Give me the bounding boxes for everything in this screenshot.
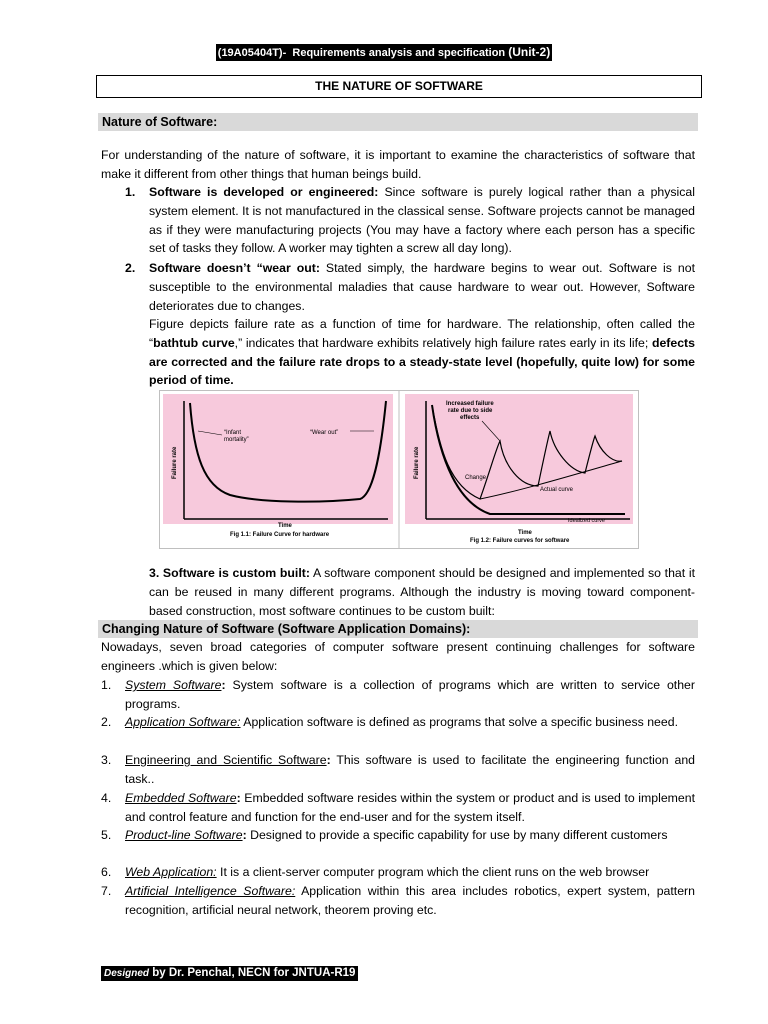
label-increased-l1: Increased failure — [446, 401, 494, 407]
item-wear-out — [149, 259, 695, 315]
item-text: A software component should be designed and implemented so that it can be reused in many different programs. Although the industry is moving toward component-based construction, most software continues to be custom built: — [149, 566, 695, 618]
item-body — [125, 789, 695, 827]
domain-text: This software is used to facilitate the engineering function and task.. — [125, 753, 695, 786]
left-x-label: Time — [278, 523, 292, 529]
domain-text: System software is a collection of programs which are written to service other programs. — [125, 678, 695, 711]
left-caption: Fig 1.1: Failure Curve for hardware — [230, 532, 330, 538]
item-body — [125, 882, 695, 920]
item-number: 5. — [101, 828, 112, 842]
label-change: Change — [465, 475, 487, 481]
item-number: 3. — [101, 753, 112, 767]
item-number: 1. — [125, 185, 136, 199]
page-title: THE NATURE OF SOFTWARE — [96, 75, 702, 98]
item-number: 4. — [101, 791, 112, 805]
term-sep: : — [326, 753, 331, 767]
term-sep: : — [236, 791, 241, 805]
header-highlight — [216, 44, 552, 61]
item-custom-built — [149, 564, 695, 620]
item-body — [125, 713, 695, 732]
right-caption: Fig 1.2: Failure curves for software — [470, 538, 570, 544]
item-number: 2. — [125, 261, 136, 275]
left-y-label: Failure rate — [172, 446, 178, 479]
item-text: Stated simply, the hardware begins to wear out. Software is not susceptible to the environmental maladies that cause hardware to wear out. However, Software deteriorates due to changes. — [149, 261, 696, 313]
item-text: Since software is purely logical rather than a physical system element. It is not manufactured in the classical sense. Software projects cannot be managed as if they were manufacturing projects (You may have a factory where each person has a specific set of tasks they follow. A worker may tighten a screw all day long). — [149, 185, 695, 256]
failure-curves-svg — [160, 391, 638, 548]
item-lead: 3. Software is custom built: — [149, 566, 310, 580]
label-increased-l2: rate due to side — [448, 408, 493, 414]
term-sep: : — [221, 678, 226, 692]
unit-label: (Unit-2) — [508, 45, 551, 59]
term-sep: : — [242, 828, 247, 842]
footer-credit: by Dr. Penchal, NECN for JNTUA-R19 — [149, 967, 356, 979]
label-increased-l3: effects — [460, 415, 480, 421]
right-panel-bg — [405, 394, 633, 524]
item-body — [125, 863, 695, 882]
domain-term: Application Software: — [125, 715, 241, 729]
item-body — [125, 676, 695, 714]
label-idealized-curve: Idealized curve — [568, 518, 605, 524]
text-span: Figure depicts failure rate as a function of time for hardware. The relationship, often called the “ — [149, 317, 695, 350]
item-body — [125, 751, 695, 789]
item-body — [125, 826, 695, 845]
domain-term: Artificial Intelligence Software: — [125, 884, 296, 898]
intro-paragraph: For understanding of the nature of software, it is important to examine the characteristics of software that make it different from other things that human beings build. — [101, 148, 695, 181]
label-actual-curve: Actual curve — [540, 487, 574, 493]
section-heading-nature: Nature of Software: — [98, 113, 698, 131]
domain-text: Embedded software resides within the system or product and is used to implement and control feature and function for the end-user and for the system itself. — [125, 791, 695, 824]
domain-term: Product-line Software — [125, 828, 243, 842]
item-developed-engineered — [149, 183, 695, 258]
failure-curves-figure — [159, 390, 639, 549]
left-panel-bg — [163, 394, 393, 524]
bathtub-paragraph — [149, 315, 695, 390]
item-number: 7. — [101, 884, 112, 898]
text-span-bold: defects are corrected and the failure rate drops to a steady-state level (hopefully, quite low) for some period of time. — [149, 335, 695, 388]
label-infant-l2: mortality” — [224, 437, 249, 443]
item-number: 2. — [101, 715, 112, 729]
bathtub-term: bathtub curve — [153, 335, 235, 350]
domain-text: It is a client-server computer program which the client runs on the web browser — [216, 865, 650, 879]
item-number: 6. — [101, 865, 112, 879]
section-heading-changing-nature: Changing Nature of Software (Software Application Domains): — [98, 620, 698, 638]
domain-term: System Software — [125, 678, 222, 692]
course-title: Requirements analysis and specification — [292, 47, 506, 59]
domain-term: Web Application: — [125, 865, 217, 879]
label-wear-out: “Wear out” — [310, 430, 339, 436]
domain-term: Embedded Software — [125, 791, 237, 805]
domain-text: Designed to provide a specific capability for use by many different customers — [246, 828, 668, 842]
item-number: 1. — [101, 678, 112, 692]
footer-designed: Designed — [104, 968, 150, 979]
item-lead: Software doesn’t “wear out: — [149, 261, 320, 275]
item-lead: Software is developed or engineered: — [149, 185, 379, 199]
right-y-label: Failure rate — [414, 446, 420, 479]
text-span: ,” indicates that hardware exhibits relatively high failure rates early in its life; — [234, 335, 652, 350]
domain-text: Application within this area includes robotics, expert system, pattern recognition, artificial neural network, theorem proving etc. — [125, 884, 695, 917]
domain-text: Application software is defined as programs that solve a specific business need. — [240, 715, 678, 729]
right-x-label: Time — [518, 530, 532, 536]
page-header — [0, 44, 768, 61]
course-code: (19A05404T)- — [217, 47, 287, 59]
domain-term: Engineering and Scientific Software — [125, 753, 327, 767]
domains-intro: Nowadays, seven broad categories of computer software present continuing challenges for software engineers .which is given below: — [101, 640, 695, 673]
page-footer — [101, 966, 358, 981]
label-infant-l1: “Infant — [224, 430, 242, 436]
